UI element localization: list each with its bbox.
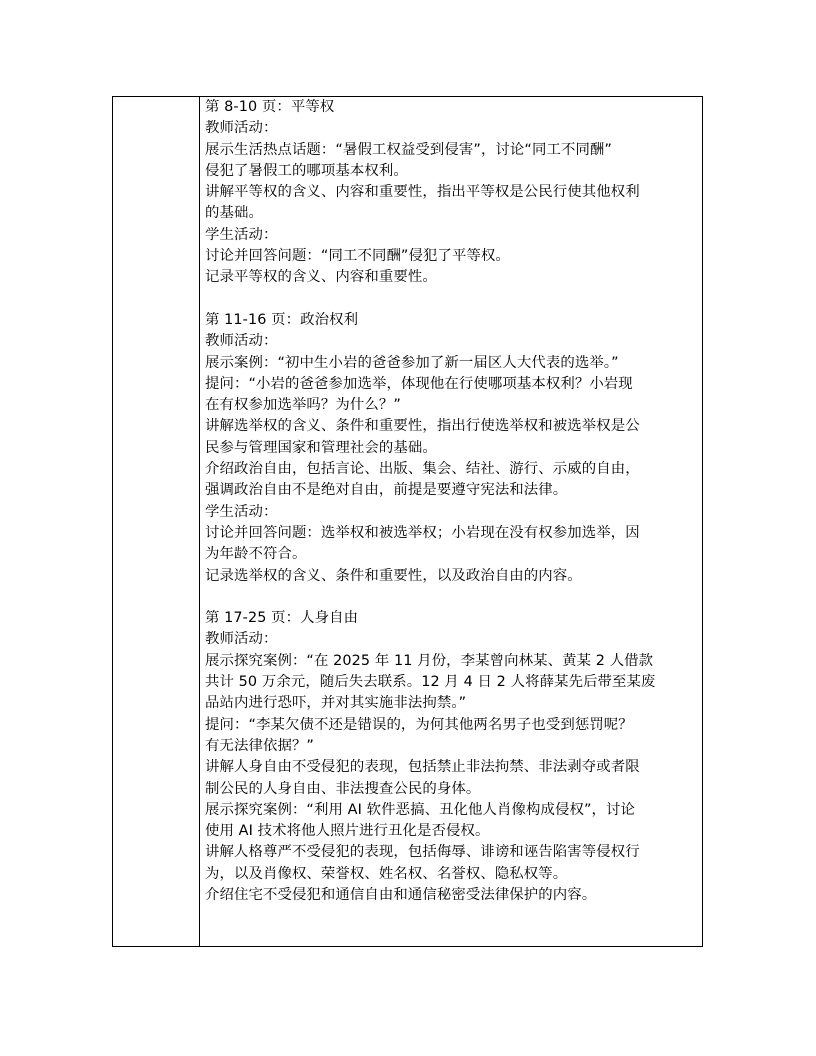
section-heading: 第 8-10 页：平等权	[205, 99, 335, 115]
text-line: 的基础。	[205, 205, 263, 222]
text-line: 共计 50 万余元，随后失去联系。12 月 4 日 2 人将薛某先后带至某废	[205, 674, 656, 691]
section-heading: 第 17-25 页：人身自由	[205, 610, 359, 627]
text-line: 讲解平等权的含义、内容和重要性，指出平等权是公民行使其他权利	[205, 184, 640, 201]
section-political-rights	[205, 310, 696, 587]
lesson-table	[112, 96, 703, 947]
text-line: 记录选举权的含义、条件和重要性，以及政治自由的内容。	[205, 567, 582, 584]
text-line: 讨论并回答问题：“同工不同酬”侵犯了平等权。	[205, 248, 510, 265]
text-line: 介绍政治自由，包括言论、出版、集会、结社、游行、示威的自由，	[205, 461, 640, 478]
text-line: 为年龄不符合。	[205, 546, 307, 563]
section-personal-freedom	[205, 608, 696, 906]
section-spacer	[205, 587, 696, 608]
section-heading: 第 11-16 页：政治权利	[205, 311, 359, 328]
table-left-cell	[113, 97, 200, 946]
text-line: 学生活动：	[205, 226, 278, 243]
section-spacer	[205, 289, 696, 310]
text-line: 提问：“小岩的爸爸参加选举，体现他在行使哪项基本权利？小岩现	[205, 375, 633, 392]
text-line: 介绍住宅不受侵犯和通信自由和通信秘密受法律保护的内容。	[205, 886, 597, 903]
text-line: 讲解人格尊严不受侵犯的表现，包括侮辱、诽谤和诬告陷害等侵权行	[205, 844, 640, 861]
text-line: 侵犯了暑假工的哪项基本权利。	[205, 162, 408, 179]
text-line: 教师活动：	[205, 333, 278, 350]
text-line: 提问：“李某欠债不还是错误的，为何其他两名男子也受到惩罚呢？	[205, 716, 633, 733]
text-line: 制公民的人身自由、非法搜查公民的身体。	[205, 780, 481, 797]
text-line: 有无法律依据？”	[205, 737, 314, 754]
text-line: 记录平等权的含义、内容和重要性。	[205, 269, 437, 286]
text-line: 展示探究案例：“利用 AI 软件恶搞、丑化他人肖像构成侵权”，讨论	[205, 801, 635, 818]
text-line: 在有权参加选举吗？为什么？”	[205, 397, 401, 414]
text-line: 教师活动：	[205, 631, 278, 648]
text-line: 展示探究案例：“在 2025 年 11 月份，李某曾向林某、黄某 2 人借款	[205, 652, 654, 669]
text-line: 讲解选举权的含义、条件和重要性，指出行使选举权和被选举权是公	[205, 418, 640, 435]
text-line: 讲解人身自由不受侵犯的表现，包括禁止非法拘禁、非法剥夺或者限	[205, 759, 640, 776]
section-equality-rights	[205, 97, 696, 289]
text-line: 学生活动：	[205, 503, 278, 520]
text-line: 为，以及肖像权、荣誉权、姓名权、名誉权、隐私权等。	[205, 865, 568, 882]
text-line: 展示案例：“初中生小岩的爸爸参加了新一届区人大代表的选举。”	[205, 354, 619, 371]
text-line: 讨论并回答问题：选举权和被选举权；小岩现在没有权参加选举，因	[205, 524, 640, 541]
text-line: 教师活动：	[205, 120, 278, 137]
text-line: 民参与管理国家和管理社会的基础。	[205, 439, 437, 456]
text-line: 使用 AI 技术将他人照片进行丑化是否侵权。	[205, 823, 490, 840]
text-line: 强调政治自由不是绝对自由，前提是要遵守宪法和法律。	[205, 482, 568, 499]
table-content-cell	[205, 97, 696, 906]
text-line: 展示生活热点话题：“暑假工权益受到侵害”，讨论“同工不同酬”	[205, 141, 612, 158]
text-line: 品站内进行恐吓，并对其实施非法拘禁。”	[205, 695, 467, 712]
